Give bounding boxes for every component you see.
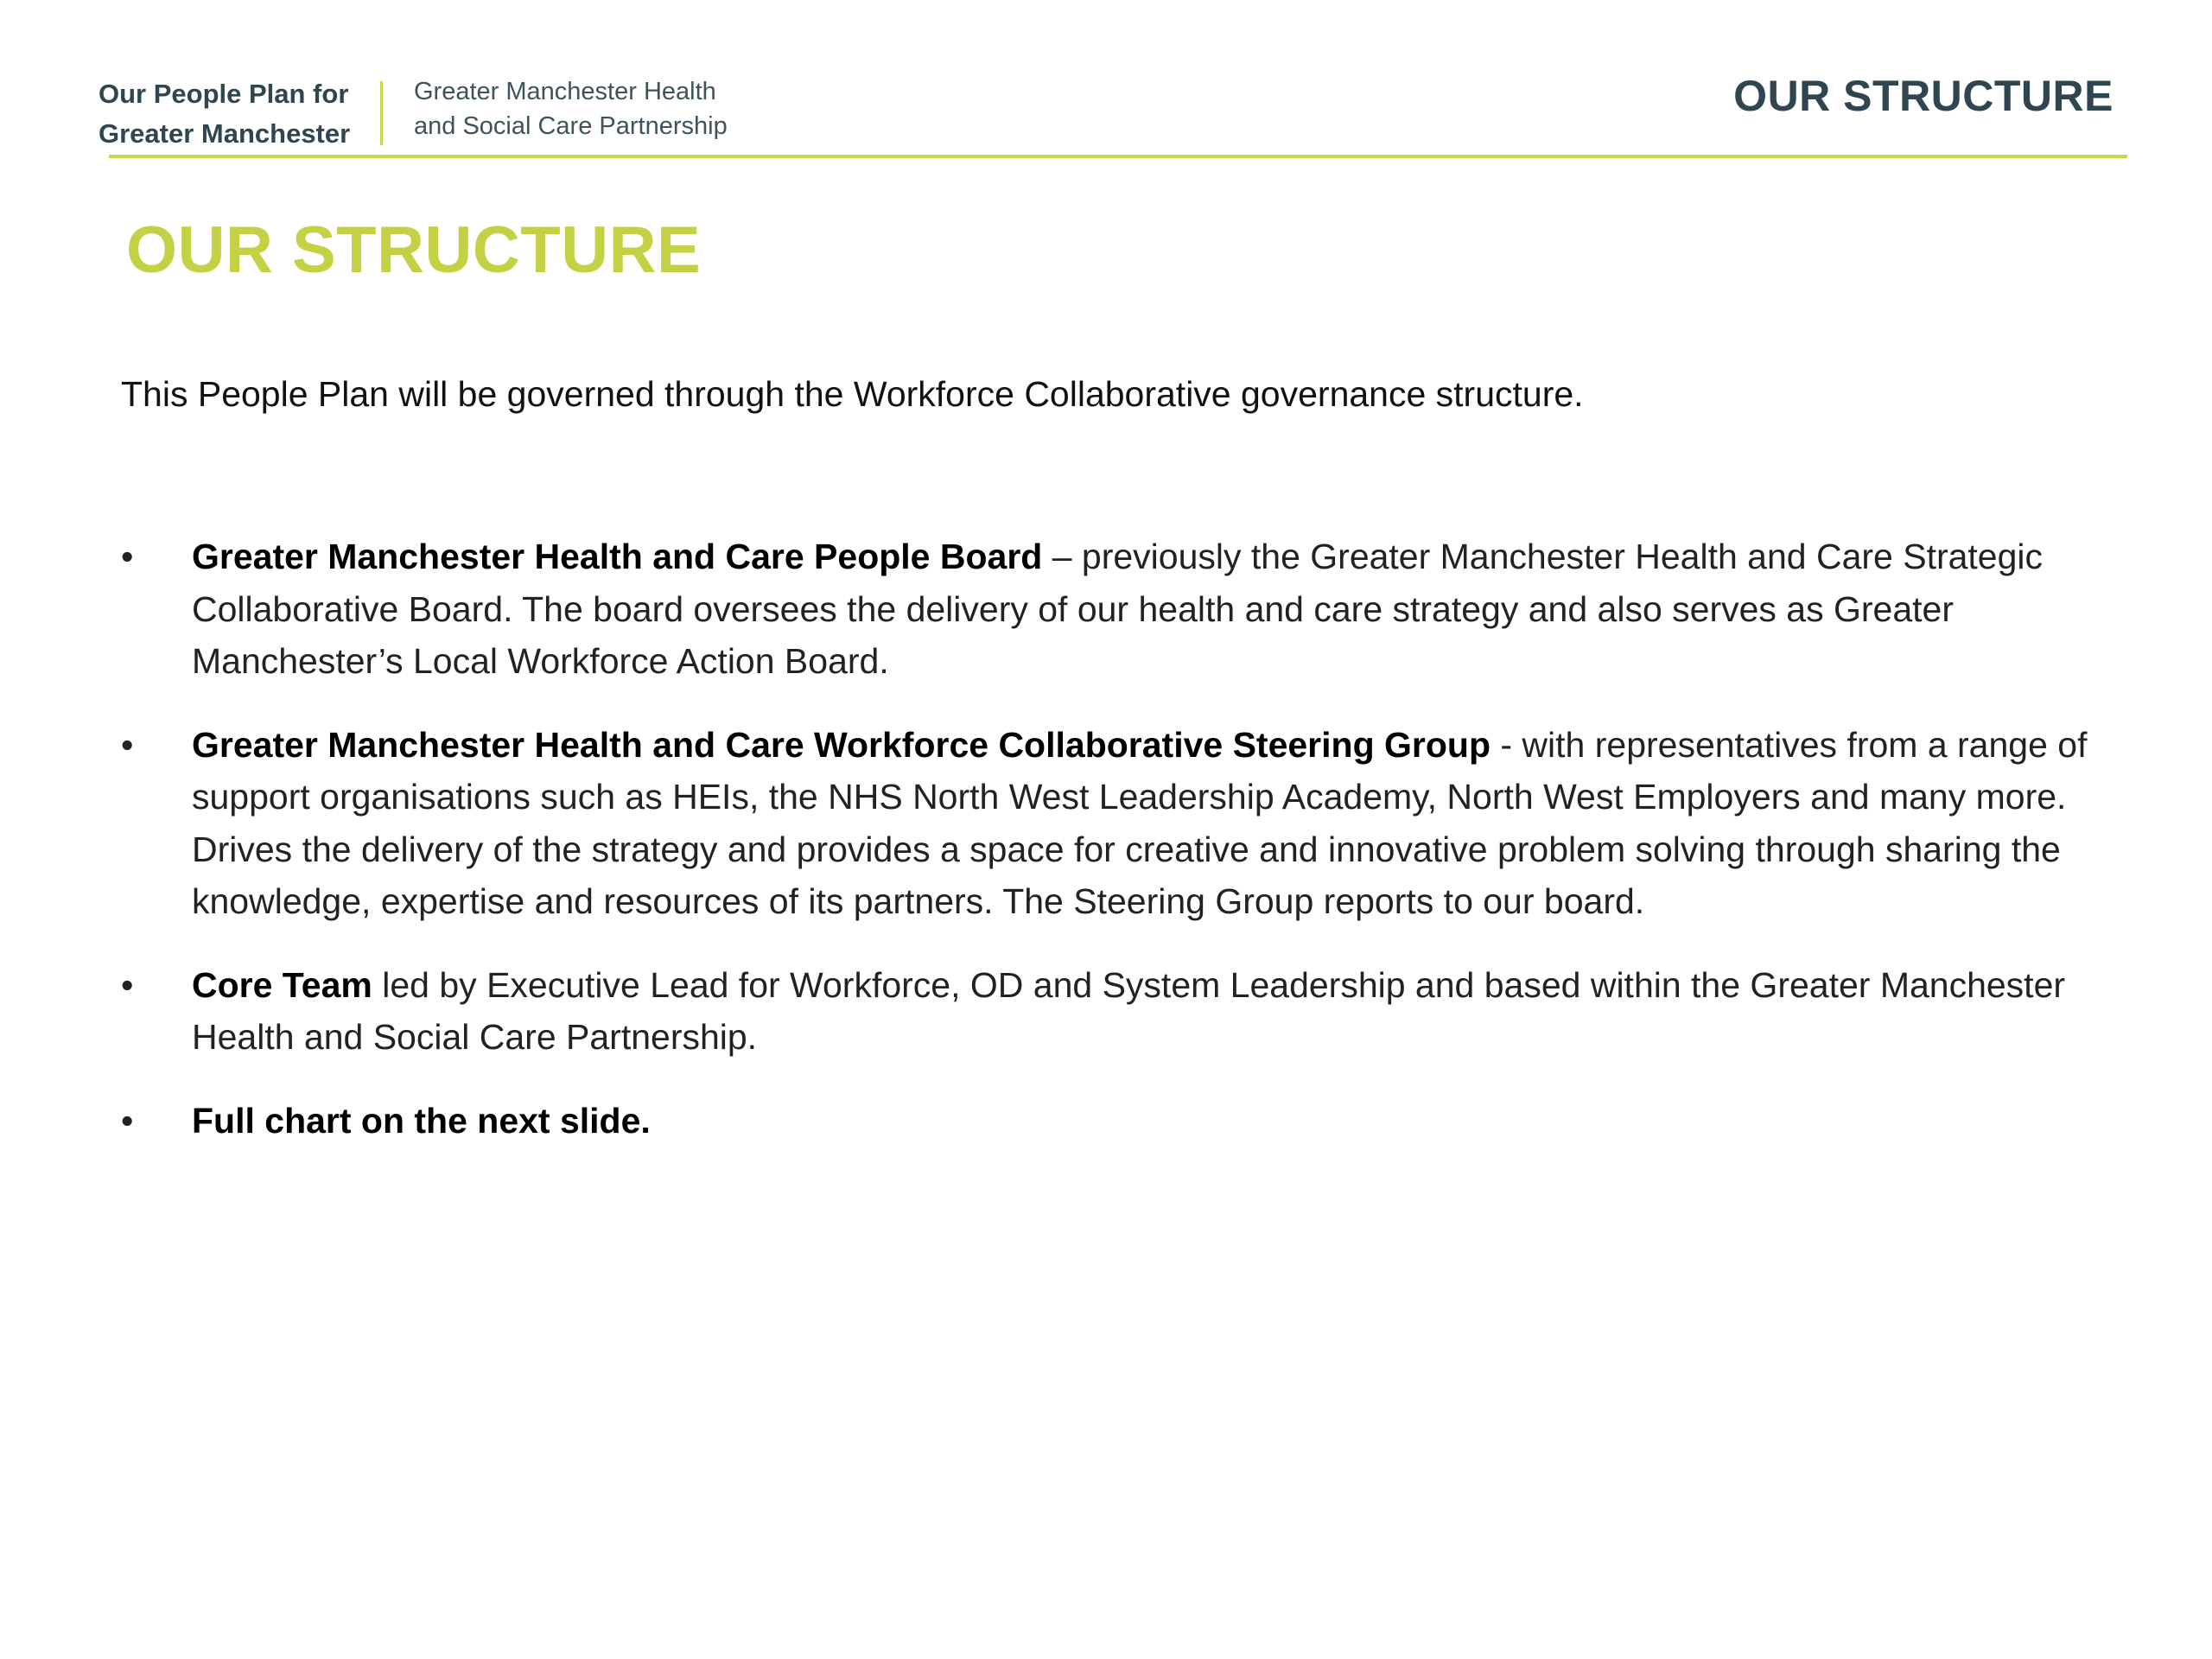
bullet-steering-group bbox=[121, 719, 2108, 928]
partnership-logo bbox=[414, 74, 728, 143]
header-section-title: OUR STRUCTURE bbox=[1733, 72, 2113, 120]
logo-left-line2: Greater Manchester bbox=[99, 118, 351, 149]
bullet-body-text: - with representatives from a range of support organisations such as HEIs, the NHS North West Leadership Academy, North West Employers and many more. Drives the delivery of the strategy and provides a space for creative and innovative problem solving through sharing the knowledge, expertise and resources of its partners. The Steering Group reports to our board. bbox=[192, 724, 2088, 921]
intro-paragraph: This People Plan will be governed through the Workforce Collaborative governance structure. bbox=[121, 374, 1584, 414]
page-title: OUR STRUCTURE bbox=[126, 213, 702, 287]
people-plan-logo bbox=[99, 74, 350, 154]
bullet-dot-icon: • bbox=[121, 964, 134, 1005]
bullet-bold-text: Greater Manchester Health and Care Workforce Collaborative Steering Group bbox=[192, 724, 1491, 765]
bullet-dot-icon: • bbox=[121, 724, 134, 765]
bullet-dot-icon: • bbox=[121, 1100, 134, 1141]
header-divider-line bbox=[109, 155, 2127, 158]
bullet-bold-text: Greater Manchester Health and Care People Board bbox=[192, 537, 1043, 576]
structure-bullet-list bbox=[121, 531, 2108, 1178]
bullet-dot-icon: • bbox=[121, 537, 134, 576]
bullet-core-team bbox=[121, 959, 2108, 1064]
bullet-bold-text: Core Team bbox=[192, 964, 372, 1005]
bullet-bold-text: Full chart on the next slide. bbox=[192, 1100, 651, 1141]
bullet-body-text: led by Executive Lead for Workforce, OD and System Leadership and based within the Greater Manchester Health and Social Care Partnership. bbox=[192, 964, 2066, 1057]
bullet-body-text: – previously the Greater Manchester Health and Care Strategic Collaborative Board. The board oversees the delivery of our health and care strategy and also serves as Greater Manchester’s Local Workforce Action Board. bbox=[192, 537, 2044, 681]
bullet-full-chart bbox=[121, 1095, 2108, 1147]
logo-divider bbox=[380, 81, 383, 145]
page-header bbox=[0, 0, 2212, 164]
logo-right-line2: and Social Care Partnership bbox=[414, 112, 728, 140]
bullet-people-board bbox=[121, 531, 2108, 688]
logo-right-line1: Greater Manchester Health bbox=[414, 78, 716, 105]
logo-left-line1: Our People Plan for bbox=[99, 79, 349, 109]
